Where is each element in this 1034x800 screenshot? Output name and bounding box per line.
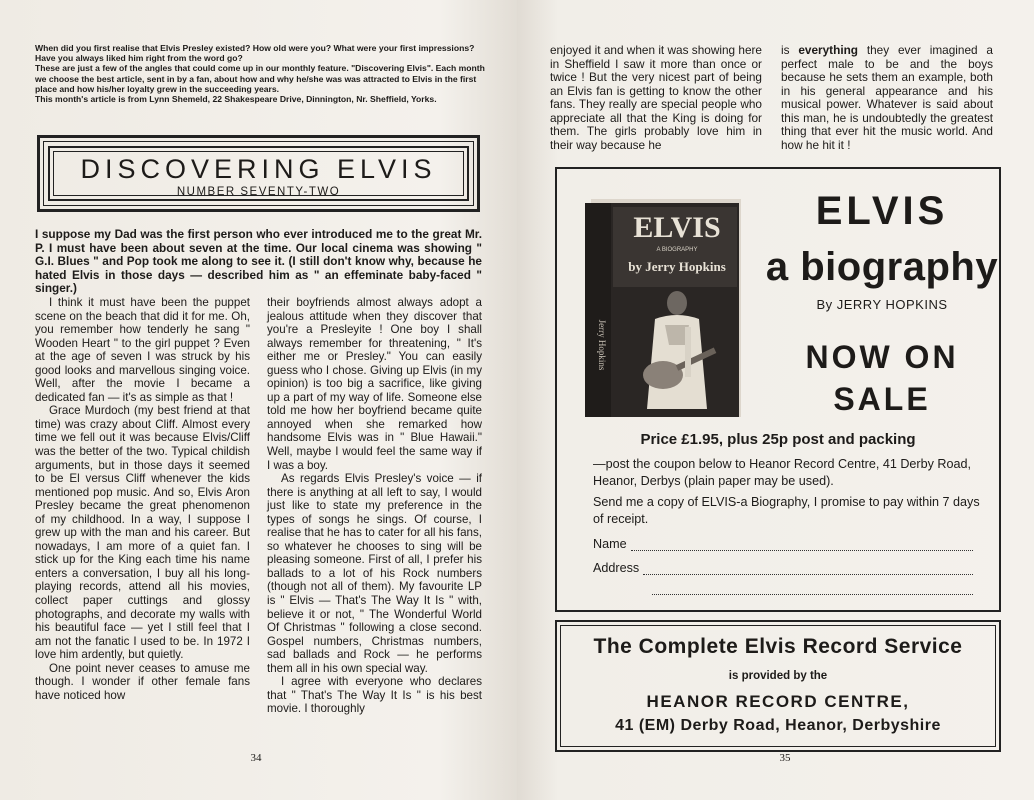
intro-text [35, 43, 485, 104]
article-lede: I suppose my Dad was the first person who ever introduced me to the great Mr. P. I must have been about seven at the time. Our local cinema was showing " G.I. Blues " and Pop took me along to see it. (I still don't know why, because he hated Elvis in those days — described him as " an effeminate baby-faced " singer.) [35, 227, 482, 296]
ad-coupon-text: Send me a copy of ELVIS-a Biography, I promise to pay within 7 days of receipt. [593, 495, 980, 526]
book-author: by Jerry Hopkins [628, 259, 726, 274]
right-page [517, 0, 1034, 800]
article-paragraph: As regards Elvis Presley's voice — if there is anything at all left to say, I would just like to state my preference in the types of songs he sings. Of course, I realise that he has to cater for all his fans, so whatever he chooses to sing will be pleasing someone. First of all, I prefer his ballads to a lot of his Rock numbers (though not all of them). My favourite LP is " Elvis — That's The Way It Is " with, believe it or not, " The Wonderful World Of Christmas " following a close second. Gospel numbers, Christmas numbers, sad ballads and Rock — he performs them all in his own special way. [267, 472, 482, 675]
article-paragraph: is everything they ever imagined a perfect male to be and the boys because he sets them an example, both in his general appearance and his musical power. Whatever is said about this man, he is undoubtedly the greatest thing that ever hit the music world. And how he hit it ! [781, 43, 993, 152]
book-spine-text: Jerry Hopkins [597, 319, 607, 371]
service-subline: is provided by the [728, 670, 828, 682]
article-title: DISCOVERING ELVIS [80, 154, 437, 184]
article-subtitle: NUMBER SEVENTY-TWO [176, 186, 341, 198]
article-column-2 [267, 296, 482, 716]
article-paragraph: enjoyed it and when it was showing here in Sheffield I saw it more than once or twice ! But the very nicest part of being an Elvis fan is getting to know the other fans. They really are special people who appreciate all that the King is doing for them. The girls probably love him in their way because he [550, 43, 762, 152]
coupon-address-field[interactable] [593, 561, 973, 575]
article-paragraph: their boyfriends almost always adopt a jealous attitude when they discover that you're a Presleyite ! One boy I shall always remember for threatening, " It's either me or Presley." You can easily guess who I chose. Giving up Elvis (in my opinion) is too big a sacrifice, like giving up a part of my way of life. Someone else told me how her boyfriend became quite annoyed when she remarked how handsome Elvis was in " Blue Hawaii." Well, maybe I would feel the same way if I was a boy. [267, 296, 482, 472]
title-box [37, 135, 480, 212]
intro-paragraph: When did you first realise that Elvis Presley existed? How old were you? What were your first impressions? Have you always liked him right from the word go? [35, 43, 475, 64]
emphasis: everything [798, 43, 859, 57]
article-paragraph: One point never ceases to amuse me though. I wonder if other female fans have noticed how [35, 661, 250, 702]
ad-post-instructions: —post the coupon below to Heanor Record Centre, 41 Derby Road, Heanor, Derbys (plain paper may be used). [593, 457, 972, 488]
service-shop-name: HEANOR RECORD CENTRE, [646, 692, 910, 711]
service-heading: The Complete Elvis Record Service [593, 635, 963, 658]
ad-headline-2: a biography [765, 245, 999, 289]
article-paragraph: I think it must have been the puppet scene on the beach that did it for me. Oh, you remember how tenderly he sang " Wooden Heart " to the girl puppet ? Even at the age of seven I was struck by his good looks and marvellous singing voice. Well, after the movie I became a dedicated fan — it's as simple as that ! [35, 296, 250, 404]
book-cover-image [585, 195, 745, 419]
name-label: Name [593, 537, 627, 551]
record-service-advert [555, 620, 1001, 752]
page-number: 34 [250, 752, 262, 764]
continued-column-1 [550, 44, 762, 152]
service-address: 41 (EM) Derby Road, Heanor, Derbyshire [615, 717, 941, 734]
ad-byline: By JERRY HOPKINS [816, 297, 948, 312]
article-paragraph: I agree with everyone who declares that " That's The Way It Is " is his best movie. I thoroughly [267, 675, 482, 716]
coupon-address-line [652, 594, 973, 595]
page-number: 35 [779, 752, 791, 764]
continued-column-2 [781, 44, 993, 152]
ad-headline: ELVIS [815, 189, 949, 233]
book-advert [555, 167, 1001, 612]
ad-sale-line-1: NOW ON [805, 339, 959, 375]
intro-paragraph: This month's article is from Lynn Shemeld, 22 Shakespeare Drive, Dinnington, Nr. Sheffield, Yorks. [35, 94, 437, 105]
ad-sale-line-2: SALE [833, 381, 931, 417]
intro-paragraph: These are just a few of the angles that could come up in our monthly feature. "Discovering Elvis". Each month we choose the best article, sent in by a fan, about how and why he/she was was attracted to Elvis in the first place and how his/her loyalty grew in the succeeding years. [35, 63, 485, 94]
coupon-name-field[interactable] [593, 537, 973, 551]
book-title: ELVIS [633, 211, 721, 244]
book-subtitle: A BIOGRAPHY [656, 247, 698, 253]
ad-price: Price £1.95, plus 25p post and packing [640, 431, 916, 448]
article-column-1 [35, 296, 250, 702]
article-paragraph: Grace Murdoch (my best friend at that time) was crazy about Cliff. Almost every time we fell out it was because Elvis/Cliff was the better of the two. Typical childish arguments, but in those days it seemed to be El versus Cliff whenever the kids mentioned pop music. And so, Elvis Aron Presley became the great phenomenon of my childhood. In a way, I suppose I grew up with the man and his career. But nowadays, I am more of a quiet fan. I stick up for the King each time his name enters a conversation, I buy all his long-playing records, attend all his movies, collect paper cuttings and glossy photographs, and decorate my walls with his beautiful face — yet I still feel that I am not the fanatic I used to be. In 1972 I love him ardently, but quietly. [35, 404, 250, 662]
address-label: Address [593, 561, 640, 575]
